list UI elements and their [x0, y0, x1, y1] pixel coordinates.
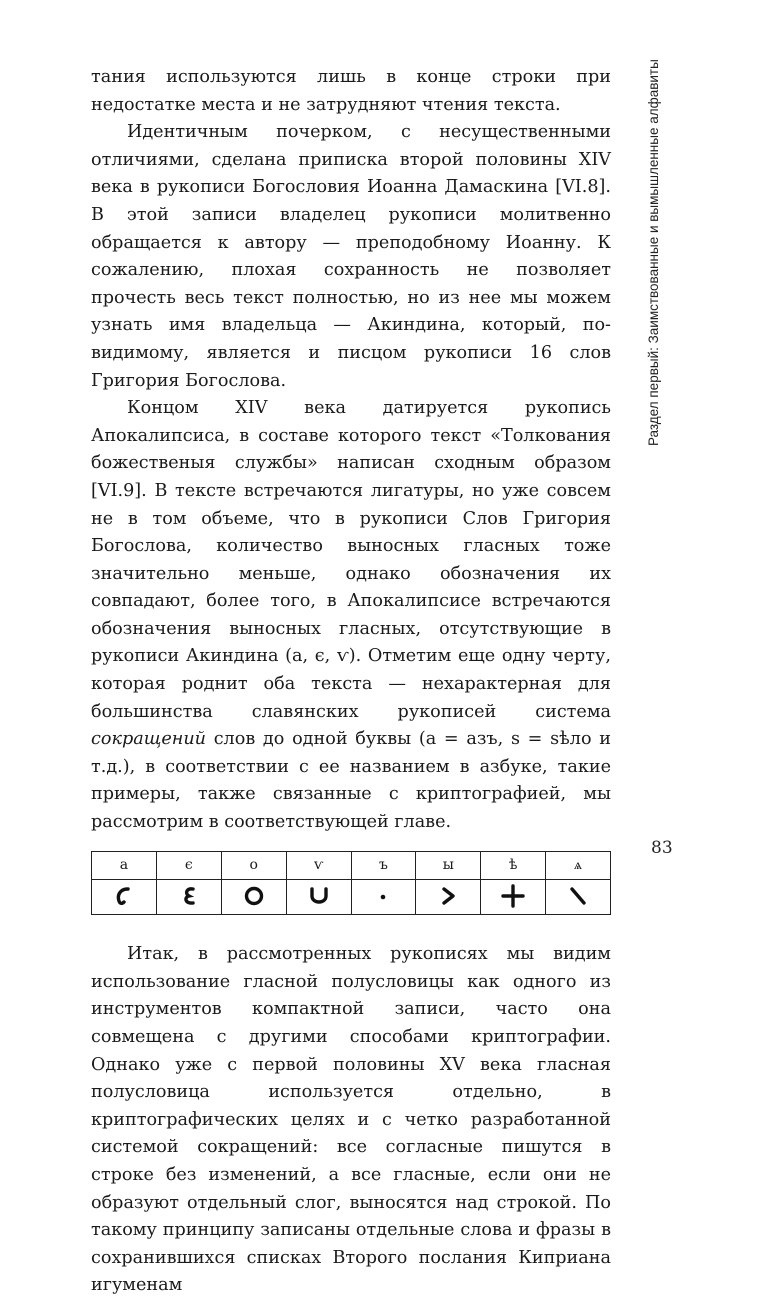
page-number: 83: [651, 838, 673, 858]
table-row-letters: [92, 851, 611, 880]
abbreviation-example-az: а = азъ: [425, 729, 498, 750]
paragraph-3-part-2: ). Отметим еще одну черту, которая роднит оба текста — нехарактерная для большинства славянских рукописей система: [91, 646, 611, 722]
cipher-table: [91, 851, 611, 916]
page-body: [91, 64, 611, 1300]
dot-symbol-icon: [371, 884, 395, 908]
symbol-cell: [546, 880, 611, 915]
symbol-cell: [351, 880, 416, 915]
letter-cell: ѣ: [481, 851, 546, 880]
example-separator: ,: [497, 729, 511, 750]
vowel-letters: а, є, ѵ: [291, 646, 349, 667]
letter-cell: ы: [416, 851, 481, 880]
paragraph-3-part-4: и т.д.), в соответствии с ее названием в азбуке, такие примеры, также связанные с криптографией, мы рассмотрим в соответствующей главе.: [91, 729, 611, 833]
plus-symbol-icon: [500, 883, 526, 909]
paragraph-3-part-3: слов до одной буквы (: [205, 729, 426, 750]
symbol-cell: [221, 880, 286, 915]
u-shape-symbol-icon: [307, 884, 331, 908]
running-head-section-title: Раздел первый: Заимствованные и вымышленные алфавиты: [646, 59, 661, 446]
symbol-cell: [92, 880, 157, 915]
paragraph-1: тания используются лишь в конце строки при недостатке места и не затрудняют чтения текста.: [91, 67, 611, 115]
epsilon-symbol-icon: [177, 884, 201, 908]
emphasis-abbreviations: сокращений: [91, 729, 206, 750]
paragraph-4: Итак, в рассмотренных рукописях мы видим использование гласной полусловицы как одного из инструментов компактной записи, часто она совмещена с другими способами криптографии. Однако уже с первой половины XV века гласная полусловица используется отдельно, в криптографических целях и с четко разработанной системой сокращений: все согласные пишутся в строке без изменений, а все гласные, если они не образуют отдельный слог, выносятся над строкой. По такому принципу записаны отдельные слова и фразы в сохранившихся списках Второго послания Киприана игуменам: [91, 944, 611, 1296]
letter-cell: ъ: [351, 851, 416, 880]
slash-symbol-icon: [566, 884, 590, 908]
letter-cell: а: [92, 851, 157, 880]
paragraph-3-part-1: Концом XIV века датируется рукопись Апокалипсиса, в составе которого текст «Толкования божественыя службы» написан сходным образом [VI.9]. В тексте встречаются лигатуры, но уже совсем не в том объеме, что в рукописи Слов Григория Богослова, количество выносных гласных тоже значительно меньше, однако обозначения их совпадают, более того, в Апокалипсисе встречаются обозначения выносных гласных, отсутствующие в рукописи Акиндина (: [91, 398, 611, 667]
table-row-symbols: [92, 880, 611, 915]
paragraph-2: Идентичным почерком, с несущественными отличиями, сделана приписка второй половины XIV века в рукописи Богословия Иоанна Дамаскина [VI.8]. В этой записи владелец рукописи молитвенно обращается к автору — преподобному Иоанну. К сожалению, плохая сохранность не позволяет прочесть весь текст полностью, но из нее мы можем узнать имя владельца — Акиндина, который, по-видимому, является и писцом рукописи 16 слов Григория Богослова.: [91, 122, 611, 391]
circle-symbol-icon: [242, 884, 266, 908]
letter-cell: ѵ: [286, 851, 351, 880]
symbol-cell: [286, 880, 351, 915]
c-hook-symbol-icon: [112, 884, 136, 908]
letter-cell: є: [156, 851, 221, 880]
symbol-cell: [416, 880, 481, 915]
letter-cell: ѧ: [546, 851, 611, 880]
paragraph-3: [91, 395, 611, 837]
angle-symbol-icon: [436, 884, 460, 908]
letter-cell: о: [221, 851, 286, 880]
abbreviation-example-zelo: ѕ = ѕѣло: [510, 729, 592, 750]
symbol-cell: [156, 880, 221, 915]
symbol-cell: [481, 880, 546, 915]
